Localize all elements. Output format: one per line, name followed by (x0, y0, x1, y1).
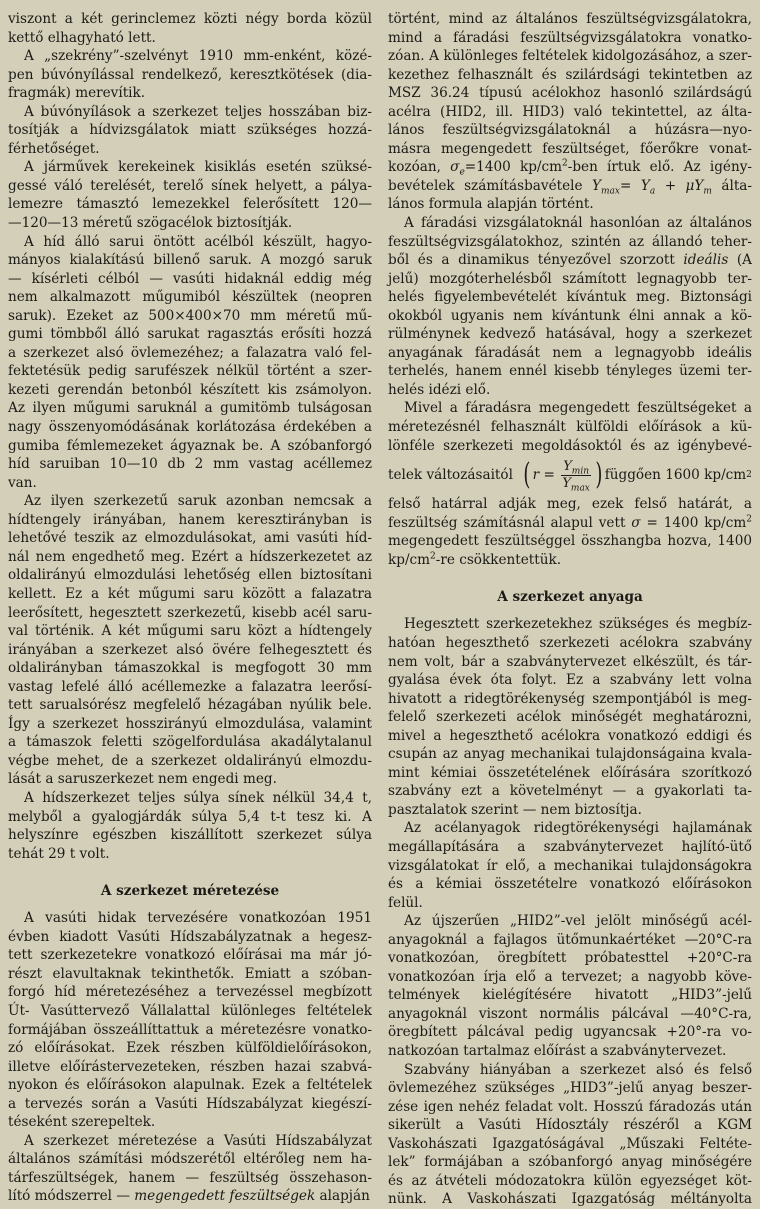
spacer (8, 863, 372, 882)
text-line: helés idézi elő. (388, 381, 491, 398)
text-line: fektetésük pedig sarufészek nélkül történt a szer- (8, 363, 372, 380)
text-line-ymax-formula (388, 177, 752, 196)
text-line: helés figyelembevételét kívántuk meg. Biztonsági (388, 289, 752, 306)
text-line: terhelés, hanem ennél kisebb tényleges üzemi ter- (388, 363, 752, 380)
text-line: val történik. A két műgumi saru közt a hídtengely (8, 623, 372, 640)
text-line: anyagoknál a fajlagos ütőmunkaértéket —20°C-ra (388, 931, 752, 948)
italic-text: ideális (683, 252, 729, 269)
text-line: oldalirányú elmozdulási lehetőség ellen biztosítani (8, 567, 372, 584)
text-line: méretezésnél felhasznált külföldi előírások a kü- (388, 419, 752, 436)
text-line: mivel a hegeszthető acélokra vonatkozó eddigi és (388, 727, 752, 744)
text-line: férhetőséget. (8, 140, 100, 157)
text-line: hídtengely irányában, hanem keresztirányban is (8, 511, 372, 528)
text-line: részt elavultaknak tekinthetők. Emiatt a szóban- (8, 965, 372, 982)
text-line: tárfeszültségek, hanem — feszültség összehason- (8, 1169, 372, 1186)
fraction-denominator (562, 476, 590, 492)
text-run: lító módszerrel — (8, 1188, 135, 1205)
section-heading-dimensioning: A szerkezet méretezése (100, 882, 280, 899)
text-line: lemezre támasztó lemezekkel felerősített 120— (8, 196, 372, 213)
text-run: -ben írtuk elő. Az igény- (567, 159, 752, 176)
text-line: felső határral adják meg, ezek felső határát, a (388, 496, 752, 513)
text-line: felelő szerkezeti acélok minőségét meghatározni, (388, 709, 752, 726)
text-run: kp/cm (388, 551, 431, 568)
text-line: anyagának fáradását nem a legnagyobb ideális (388, 344, 752, 361)
text-line: és a kémiai összetételre vonatkozó előírásokon (388, 876, 752, 893)
text-line: anyagoknál viszont normális pálcával —40°C-ra, (388, 1005, 752, 1022)
text-line: telmények kielégítésére hivatott „HID3”-jelű (388, 987, 752, 1004)
text-line: viszont a két gerinclemez közti négy borda közül (8, 11, 372, 27)
text-line: öregbített pálcával pedig ugyancsak +20°-ra vo- (388, 1024, 752, 1041)
text-line: történt, mind az általános feszültségvizsgálatokra, (388, 11, 752, 27)
right-lines-top (388, 10, 752, 158)
text-line: vastag lefelé álló acéllemezke a falazatra leerősí- (8, 678, 372, 695)
text-line: és az átvételi módozatokra külön egyezséget köt- (388, 1172, 752, 1189)
formula-op: + μ (655, 177, 695, 194)
text-line: felül. (388, 894, 423, 911)
text-line: Az ilyen műgumi saruknál a gumitömb tulságosan (8, 400, 372, 417)
text-line: lehetővé teszik az elmozdulásokat, ami vasúti híd- (8, 530, 372, 547)
left-column (8, 10, 372, 1205)
formula-op: = (539, 466, 560, 483)
text-run: álta- (711, 177, 753, 194)
text-line: oldalirányban támaszokkal is megfogott 30 mm (8, 660, 372, 677)
formula-var: Y (694, 177, 704, 194)
spacer (388, 569, 752, 588)
text-line: nál nem engedhető meg. Ezért a hídszerkezetet az (8, 548, 372, 565)
text-line: hivatott a ridegtörékenység szempontjából is meg- (388, 690, 752, 707)
text-line: Az acélanyagok ridegtörékenységi hajlamának (404, 820, 752, 837)
subscript: a (649, 186, 656, 197)
text-line: jelű) mozgóterhelésből számított legnagyobb ter- (388, 270, 752, 287)
subscript: max (570, 483, 590, 494)
text-line: illetve előírástervezeteken, részben hazai szabvá- (8, 1058, 372, 1075)
left-lines (8, 10, 372, 863)
left-lines-after-heading (8, 909, 372, 1187)
text-line: tett sarualsórész megfelelő hézagában nyúlik bele. (8, 697, 372, 714)
right-lines-mid2 (388, 270, 752, 455)
subscript: e (459, 168, 465, 179)
text-line: mint kémiai összetételének előírására szorítkozó (388, 764, 752, 781)
formula-var: Y (640, 177, 650, 194)
fraction (561, 459, 591, 492)
formula-var: r (532, 466, 540, 483)
text-run: telek változásaitól (388, 466, 513, 483)
text-line: lönféle szerkezeti megoldásoktól és az igénybevé- (388, 437, 752, 454)
subscript: max (601, 186, 620, 197)
superscript: 2 (562, 158, 568, 169)
text-run: (A (728, 252, 752, 269)
text-line: lános formula alapján történt. (388, 196, 594, 213)
text-line: helyszínre egészben kiszállított szerkezet súlya (8, 827, 372, 844)
text-line: kellett. Ez a két műgumi saru között a falazatra (8, 585, 372, 602)
sigma-symbol: σ (631, 514, 641, 531)
text-line: A vasúti hidak tervezésére vonatkozóan 1951 (24, 910, 372, 927)
text-line: saruk). Ezeket az 500×400×70 mm méretű mű- (8, 307, 372, 324)
text-line-kp (388, 551, 752, 570)
text-line: kezethez felhasznált és szilárdsági tekintetben az (388, 66, 752, 83)
subscript: min (571, 466, 590, 477)
text-run: függően 1600 kp/cm (604, 466, 747, 483)
formula-var: Y (563, 458, 572, 474)
right-lines-bottom (388, 615, 752, 1209)
text-line: Út- Vasúttervező Vállalattal különleges feltételek (8, 1002, 372, 1019)
text-line: A járművek kerekeinek kisiklás esetén szüksé- (24, 159, 372, 176)
text-line: nagy összenyomódásának korlátozása érdekében a (8, 419, 372, 436)
text-line: A búvónyílások a szerkezet teljes hosszában biz- (24, 103, 372, 120)
text-line: gessé váló terelését, terelő sínek helyett, a pálya- (8, 177, 372, 194)
text-line: Szabvány hiányában a szerkezet alsó és felső (404, 1061, 752, 1078)
text-line: Hegesztett szerkezetekhez szükséges és megbíz- (404, 616, 752, 633)
text-run: alapján (315, 1188, 370, 1205)
text-line: hatóan hegeszthető szerkezeti acélokra szabvány (388, 634, 752, 651)
text-line: Mivel a fáradásra megengedett feszültségeket a (404, 400, 752, 417)
text-line: nem volt, bár a szabványtervezet elkészült, és tár- (388, 653, 752, 670)
formula-var: Y (562, 475, 571, 491)
text-line: szabvány ezt a követelményt — a gyakorlati ta- (388, 783, 752, 800)
text-line: acélra (HID2, ill. HID3) való tekintettel, az álta- (388, 103, 752, 120)
text-line: pen búvónyílással rendelkező, keresztkötések (dia- (8, 66, 372, 83)
text-line: fragmák) merevítik. (8, 85, 146, 102)
text-line: sikerült a Vasúti Hídosztály részéről a KGM (388, 1117, 752, 1134)
text-line: mind a fáradási feszültségvizsgálatokra vonatko- (388, 29, 752, 46)
text-line: Így a szerkezet hosszirányú elmozdulása, valamint (8, 715, 372, 732)
text-run: bevételek számításbavétele (388, 177, 593, 194)
text-line: a támaszok feletti szögelfordulása akadálytalanul (8, 734, 372, 751)
text-line: Az ilyen szerkezetű saruk azonban nemcsak a (24, 493, 372, 510)
right-paren: ) (595, 457, 603, 493)
text-line: vonatkozóan írja elő a tervezet; a nagyobb köve- (388, 968, 752, 985)
text-line: másra megengedett feszültséget, főerőkre vonat- (388, 140, 752, 157)
text-line: MSZ 36.24 típusú acélokhoz hasonló szilárdságú (388, 85, 752, 102)
text-run: ből és a dinamikus tényezővel szorzott (388, 252, 684, 269)
formula-var: Y (592, 177, 601, 194)
section-heading-material: A szerkezet anyaga (497, 588, 643, 605)
text-line: évben kiadott Vasúti Hídszabályzatnak a hegesz- (8, 928, 372, 945)
text-line-final (8, 1187, 372, 1206)
text-line: zése igen nehéz feladat volt. Hosszú fáradozás után (388, 1098, 752, 1115)
text-line: a szerkezet alsó övlemezéhez; a falazatra való fel- (8, 344, 372, 361)
superscript: 2 (430, 551, 436, 562)
text-line: kezeti gerendán betonból készített kis zsámolyon. (8, 381, 372, 398)
spacer (8, 900, 372, 909)
text-line: vizsgálatokat ír elő, a mechanikai tulajdonságokra (388, 857, 752, 874)
text-line: leerősített, hegesztett szerkezetű, kisebb acél saru- (8, 604, 372, 621)
text-line: irányában a szerkezet alsó övére felhegesztett és (8, 641, 372, 658)
text-line: a tervezés során a Vasúti Hídszabályzat kiegészí- (8, 1095, 372, 1112)
text-line: végbe mehet, de a szerkezet oldalirányú elmozdu- (8, 752, 372, 769)
text-line-sigma2 (388, 514, 752, 533)
text-run: =1400 kp/cm (464, 159, 563, 176)
text-line: pasztalatok szerint — nem biztosítja. (388, 801, 642, 818)
text-run: = 1400 kp/cm (640, 514, 747, 531)
text-line: megengedett feszültséggel összhangba hozva, 1400 (388, 533, 752, 550)
text-line: van. (8, 474, 37, 491)
text-line: általános számítási módszerétől eltérőleg nem ha- (8, 1151, 372, 1168)
right-lines-after-fraction (388, 495, 752, 514)
text-line-sigma (388, 158, 752, 177)
text-run: feszültség számításnál alapul vett (388, 514, 632, 531)
text-line: lános feszültségvizsgálatoknál a húzásra—nyo- (388, 122, 752, 139)
text-line: zó előírásokat. Ezek részben külföldielőírásokon, (8, 1040, 372, 1057)
text-line: kettő elhagyható lett. (8, 29, 156, 46)
italic-text: megengedett feszültségek (134, 1188, 316, 1205)
text-line: Vaskohászati Igazgatóságával „Műszaki Feltéte- (388, 1135, 752, 1152)
text-line: nem alkalmazott műgumiból készültek (neopren (8, 289, 372, 306)
right-lines-after-sigma2 (388, 532, 752, 551)
fraction-numerator (561, 459, 591, 476)
text-line: gyalása évek óta folyt. Ez a szabvány lett volna (388, 672, 752, 689)
text-line: A fáradási vizsgálatoknál hasonlóan az általános (404, 215, 752, 232)
text-line: vonatkozóan, öregbített próbatesttel +20°C-ra (388, 950, 752, 967)
text-line: natkozóan tartalmaz előírást a szabványtervezet. (388, 1042, 727, 1059)
right-column (388, 10, 753, 1208)
text-line: tosítják a hídvizsgálatok miatt szükséges hozzá- (8, 122, 372, 139)
sigma-symbol: σ (450, 159, 460, 176)
text-run: kozóan, (388, 159, 451, 176)
text-line: nyokon és előírásokon alapulnak. Ezek a feltételek (8, 1077, 372, 1094)
right-lines-mid (388, 195, 752, 251)
text-line: —120—13 méretű szögacélok biztosítják. (8, 215, 293, 232)
text-run: -re csökkentettük. (435, 551, 562, 568)
text-line: tehát 29 t volt. (8, 845, 110, 862)
text-line: A híd álló sarui öntött acélból készült, hagyo- (24, 233, 372, 250)
text-line: téseként szerepeltek. (8, 1114, 156, 1131)
text-line: A szerkezet méretezése a Vasúti Hídszabályzat (24, 1132, 372, 1149)
text-line: lását a saruszerkezet nem engedi meg. (8, 771, 277, 788)
formula-op: = (619, 177, 641, 194)
spacer (388, 606, 752, 615)
text-line-idealis (388, 251, 752, 270)
text-line: nünk. A Vaskohászati Igazgatóság méltányolta (388, 1191, 752, 1208)
text-line: csupán az anyag mechanikai tulajdonságaina kvala- (388, 746, 752, 763)
text-line: övlemezéhez szükséges „HID3”-jelű anyag beszer- (388, 1080, 752, 1097)
subscript: m (703, 186, 712, 197)
text-line: feszültségvizsgálatokhoz, szintén az állandó teher- (388, 233, 752, 250)
superscript: 2 (746, 514, 752, 525)
text-line: — kísérleti célból — vasúti hidaknál eddig még (8, 270, 372, 287)
text-line-fraction-formula: telek változásaitól ( r = $\frac{Y_{min}}{Y_{max}}$ ) függően 1600 kp/cm 2 (388, 457, 752, 494)
text-line: mányos kialakítású billenő saruk. A mozgó saruk (8, 252, 372, 269)
text-line: gumiba fémlemezeket ágyaznak be. A szóbanforgó (8, 437, 372, 454)
text-line: gumi tömbből álló sarukat ragasztás erősíti hozzá (8, 326, 372, 343)
text-line: okokból ugyanis nem kívántunk élni annak a kö- (388, 307, 752, 324)
text-line: zóan. A különleges feltételek kidolgozásához, a szer- (388, 48, 752, 65)
text-line: melyből a gyalogjárdák súlya 5,4 t-t tesz ki. A (8, 808, 372, 825)
text-line: tett szerkezetekre vonatkozó előírásai ma már jó- (8, 947, 372, 964)
text-line: A hídszerkezet teljes súlya sínek nélkül 34,4 t, (24, 789, 372, 806)
text-line: A „szekrény”-szelvényt 1910 mm-enként, közé- (24, 48, 372, 65)
text-line: híd saruiban 10—10 db 2 mm vastag acéllemez (8, 456, 372, 473)
text-line: Az újszerűen „HID2”-vel jelölt minőségű acél- (404, 913, 752, 930)
text-line: forgó híd méretezéséhez a tervezéssel megbízott (8, 984, 372, 1001)
text-line: rülménynek kedvező hatásával, hogy a szerkezet (388, 326, 752, 343)
text-line: formájában összeállíttattuk a méretezésre vonatko- (8, 1021, 372, 1038)
text-line: megállapítására a szabványtervezet hajlító-ütő (388, 838, 752, 855)
text-line: lek” formájában a szóbanforgó anyag minőségére (388, 1154, 752, 1171)
left-paren: ( (523, 457, 531, 493)
